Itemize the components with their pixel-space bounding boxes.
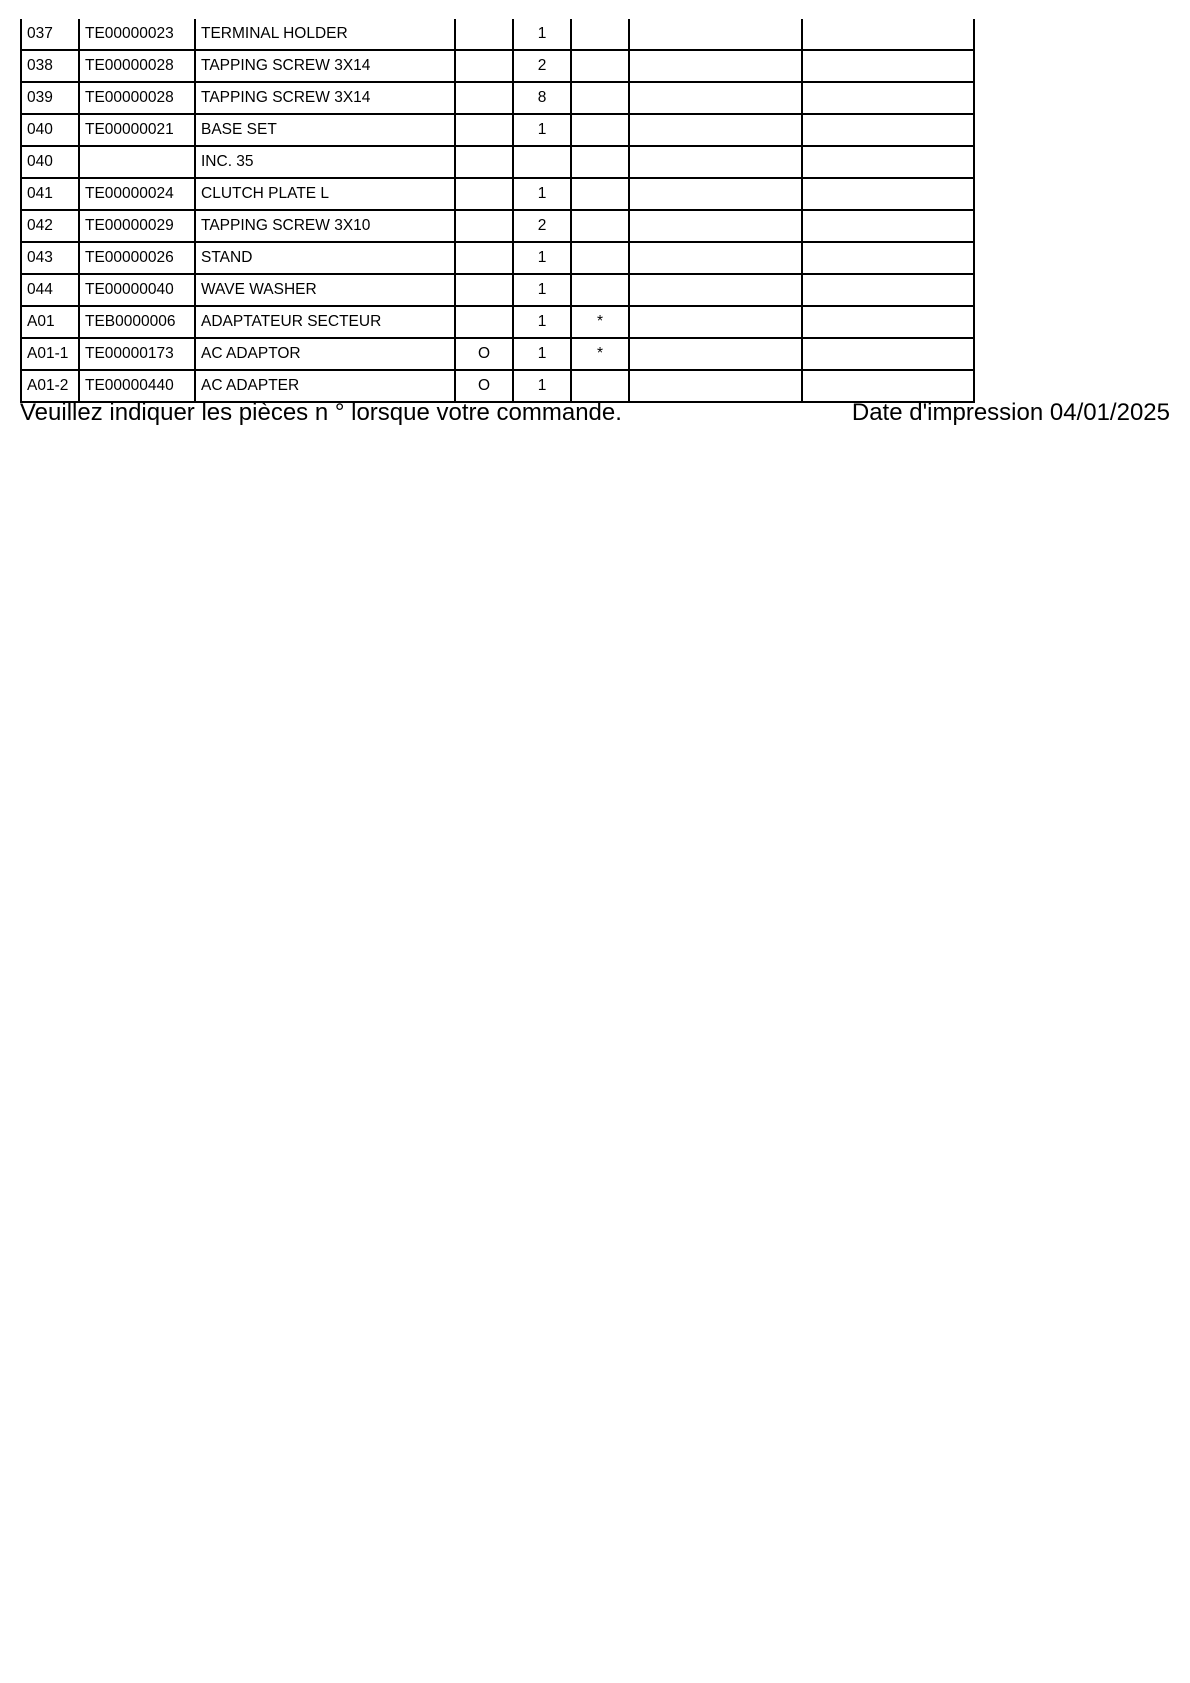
blank-cell-1 — [629, 50, 802, 82]
part-number-cell: 040 — [21, 146, 79, 178]
option-cell — [455, 306, 513, 338]
mark-cell: * — [571, 306, 629, 338]
blank-cell-2 — [802, 82, 974, 114]
table-row — [21, 178, 974, 210]
part-name-cell: STAND — [195, 242, 455, 274]
part-name-cell: AC ADAPTOR — [195, 338, 455, 370]
part-number-cell: 039 — [21, 82, 79, 114]
part-name-cell: INC. 35 — [195, 146, 455, 178]
part-number-cell: A01-1 — [21, 338, 79, 370]
option-cell — [455, 82, 513, 114]
part-name-cell: TAPPING SCREW 3X14 — [195, 50, 455, 82]
part-number-cell: A01-2 — [21, 370, 79, 402]
part-name-cell: CLUTCH PLATE L — [195, 178, 455, 210]
blank-cell-2 — [802, 306, 974, 338]
mark-cell — [571, 274, 629, 306]
blank-cell-1 — [629, 210, 802, 242]
print-date: Date d'impression 04/01/2025 — [851, 399, 1170, 426]
quantity-cell: 1 — [513, 306, 571, 338]
blank-cell-1 — [629, 82, 802, 114]
option-cell — [455, 210, 513, 242]
quantity-cell: 1 — [513, 370, 571, 402]
part-name-cell: WAVE WASHER — [195, 274, 455, 306]
part-number-cell: 044 — [21, 274, 79, 306]
part-number-cell: 038 — [21, 50, 79, 82]
table-row — [21, 146, 974, 178]
blank-cell-2 — [802, 114, 974, 146]
part-code-cell: TE00000173 — [79, 338, 195, 370]
mark-cell — [571, 82, 629, 114]
table-row — [21, 82, 974, 114]
blank-cell-2 — [802, 178, 974, 210]
quantity-cell: 1 — [513, 338, 571, 370]
part-code-cell: TE00000026 — [79, 242, 195, 274]
part-name-cell: TERMINAL HOLDER — [195, 19, 455, 50]
quantity-cell — [513, 146, 571, 178]
table-row — [21, 338, 974, 370]
option-cell — [455, 50, 513, 82]
mark-cell — [571, 210, 629, 242]
blank-cell-1 — [629, 306, 802, 338]
part-code-cell: TE00000028 — [79, 50, 195, 82]
part-code-cell — [79, 146, 195, 178]
part-name-cell: BASE SET — [195, 114, 455, 146]
part-number-cell: 040 — [21, 114, 79, 146]
blank-cell-1 — [629, 114, 802, 146]
quantity-cell: 1 — [513, 178, 571, 210]
part-code-cell: TEB0000006 — [79, 306, 195, 338]
blank-cell-1 — [629, 274, 802, 306]
quantity-cell: 8 — [513, 82, 571, 114]
blank-cell-1 — [629, 338, 802, 370]
quantity-cell: 2 — [513, 50, 571, 82]
table-row — [21, 242, 974, 274]
blank-cell-2 — [802, 242, 974, 274]
option-cell — [455, 146, 513, 178]
part-name-cell: TAPPING SCREW 3X10 — [195, 210, 455, 242]
table-row — [21, 274, 974, 306]
blank-cell-1 — [629, 19, 802, 50]
quantity-cell: 1 — [513, 114, 571, 146]
part-code-cell: TE00000021 — [79, 114, 195, 146]
quantity-cell: 1 — [513, 242, 571, 274]
blank-cell-2 — [802, 19, 974, 50]
mark-cell — [571, 114, 629, 146]
part-number-cell: 037 — [21, 19, 79, 50]
mark-cell — [571, 178, 629, 210]
blank-cell-2 — [802, 50, 974, 82]
order-instruction-note: Veuillez indiquer les pièces n ° lorsque votre commande. — [20, 399, 622, 426]
blank-cell-1 — [629, 242, 802, 274]
part-code-cell: TE00000023 — [79, 19, 195, 50]
part-number-cell: 042 — [21, 210, 79, 242]
table-row — [21, 50, 974, 82]
blank-cell-1 — [629, 146, 802, 178]
part-code-cell: TE00000024 — [79, 178, 195, 210]
mark-cell: * — [571, 338, 629, 370]
blank-cell-1 — [629, 370, 802, 402]
option-cell: O — [455, 370, 513, 402]
mark-cell — [571, 50, 629, 82]
table-row — [21, 114, 974, 146]
parts-table — [20, 19, 975, 403]
table-row — [21, 210, 974, 242]
blank-cell-2 — [802, 338, 974, 370]
quantity-cell: 2 — [513, 210, 571, 242]
blank-cell-2 — [802, 274, 974, 306]
table-row — [21, 19, 974, 50]
table-row — [21, 306, 974, 338]
part-code-cell: TE00000028 — [79, 82, 195, 114]
part-name-cell: ADAPTATEUR SECTEUR — [195, 306, 455, 338]
option-cell — [455, 242, 513, 274]
part-name-cell: AC ADAPTER — [195, 370, 455, 402]
part-code-cell: TE00000440 — [79, 370, 195, 402]
option-cell — [455, 114, 513, 146]
option-cell — [455, 178, 513, 210]
quantity-cell: 1 — [513, 19, 571, 50]
mark-cell — [571, 19, 629, 50]
part-code-cell: TE00000040 — [79, 274, 195, 306]
blank-cell-2 — [802, 210, 974, 242]
part-number-cell: 041 — [21, 178, 79, 210]
quantity-cell: 1 — [513, 274, 571, 306]
option-cell — [455, 19, 513, 50]
blank-cell-1 — [629, 178, 802, 210]
part-number-cell: A01 — [21, 306, 79, 338]
part-name-cell: TAPPING SCREW 3X14 — [195, 82, 455, 114]
option-cell — [455, 274, 513, 306]
mark-cell — [571, 146, 629, 178]
part-number-cell: 043 — [21, 242, 79, 274]
part-code-cell: TE00000029 — [79, 210, 195, 242]
mark-cell — [571, 242, 629, 274]
blank-cell-2 — [802, 146, 974, 178]
option-cell: O — [455, 338, 513, 370]
parts-table-body — [21, 19, 974, 402]
